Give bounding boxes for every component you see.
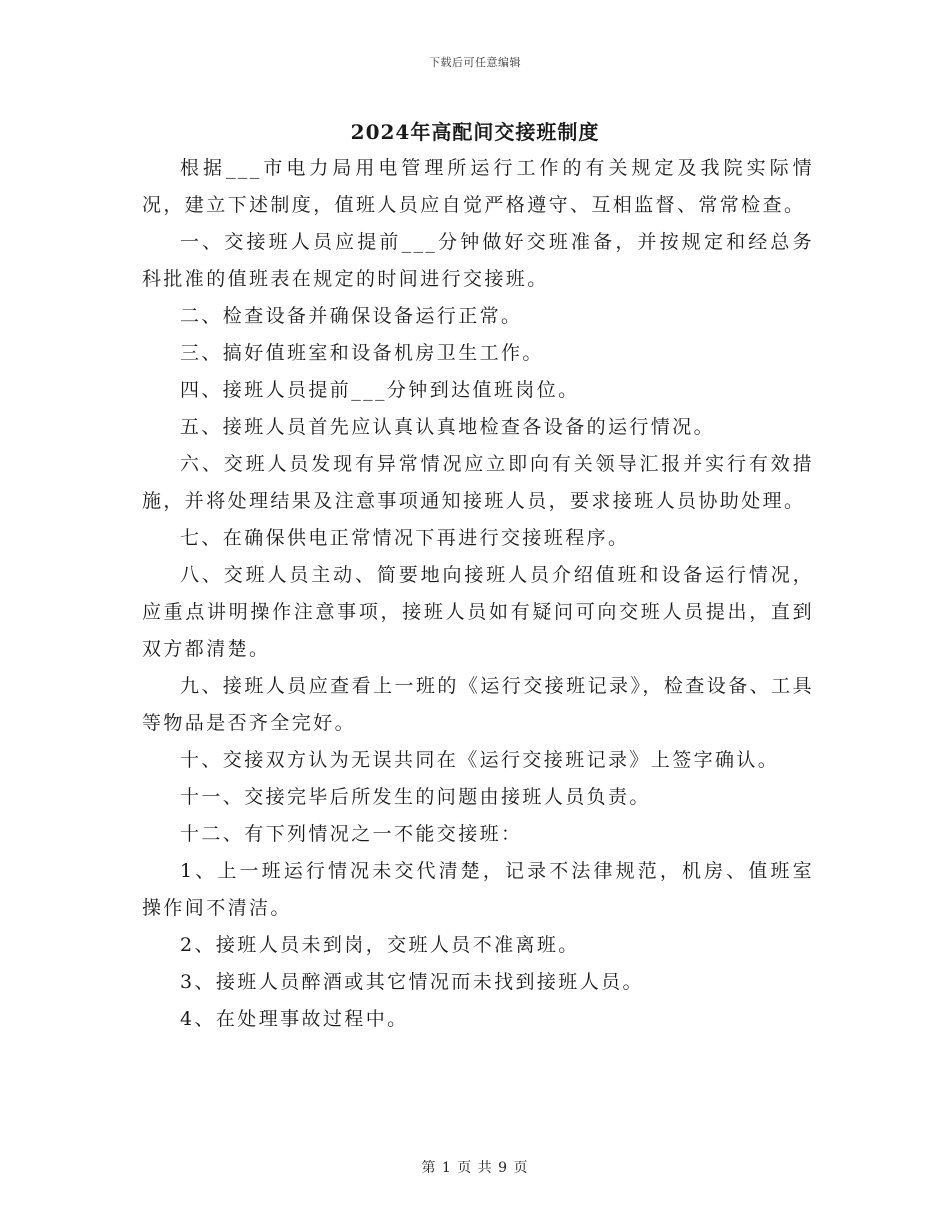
paragraph-item-12: 十二、有下列情况之一不能交接班： [180,823,523,845]
page-header-note: 下载后可任意编辑 [429,56,521,69]
paragraph-item-11: 十一、交接完毕后所发生的问题由接班人员负责。 [180,786,651,808]
document-title: 2024年高配间交接班制度 [350,120,600,144]
document-body [142,150,814,1038]
paragraph-item-2: 二、检查设备并确保设备运行正常。 [180,305,523,327]
paragraph-item-4: 四、接班人员提前___分钟到达值班岗位。 [180,379,580,401]
paragraph-item-8: 八、交班人员主动、简要地向接班人员介绍值班和设备运行情况，应重点讲明操作注意事项，接班人员如有疑问可向交班人员提出，直到双方都清楚。 [142,564,814,660]
paragraph-item-9: 九、接班人员应查看上一班的《运行交接班记录》，检查设备、工具等物品是否齐全完好。 [142,675,814,734]
paragraph-subitem-3: 3、接班人员醉酒或其它情况而未找到接班人员。 [180,971,644,993]
page-number-footer: 第 1 页 共 9 页 [421,1160,529,1176]
paragraph-item-7: 七、在确保供电正常情况下再进行交接班程序。 [180,527,630,549]
paragraph-item-5: 五、接班人员首先应认真认真地检查各设备的运行情况。 [180,416,716,438]
paragraph-subitem-1: 1、上一班运行情况未交代清楚，记录不法律规范，机房、值班室操作间不清洁。 [142,860,814,919]
paragraph-intro: 根据___市电力局用电管理所运行工作的有关规定及我院实际情况，建立下述制度，值班人员应自觉严格遵守、互相监督、常常检查。 [142,157,814,216]
paragraph-subitem-4: 4、在处理事故过程中。 [180,1008,409,1030]
paragraph-item-10: 十、交接双方认为无误共同在《运行交接班记录》上签字确认。 [180,749,780,771]
paragraph-item-1: 一、交接班人员应提前___分钟做好交班准备，并按规定和经总务科批准的值班表在规定的时间进行交接班。 [142,231,814,290]
paragraph-item-6: 六、交班人员发现有异常情况应立即向有关领导汇报并实行有效措施，并将处理结果及注意事项通知接班人员，要求接班人员协助处理。 [142,453,814,512]
paragraph-item-3: 三、搞好值班室和设备机房卫生工作。 [180,342,544,364]
paragraph-subitem-2: 2、接班人员未到岗，交班人员不准离班。 [180,934,580,956]
